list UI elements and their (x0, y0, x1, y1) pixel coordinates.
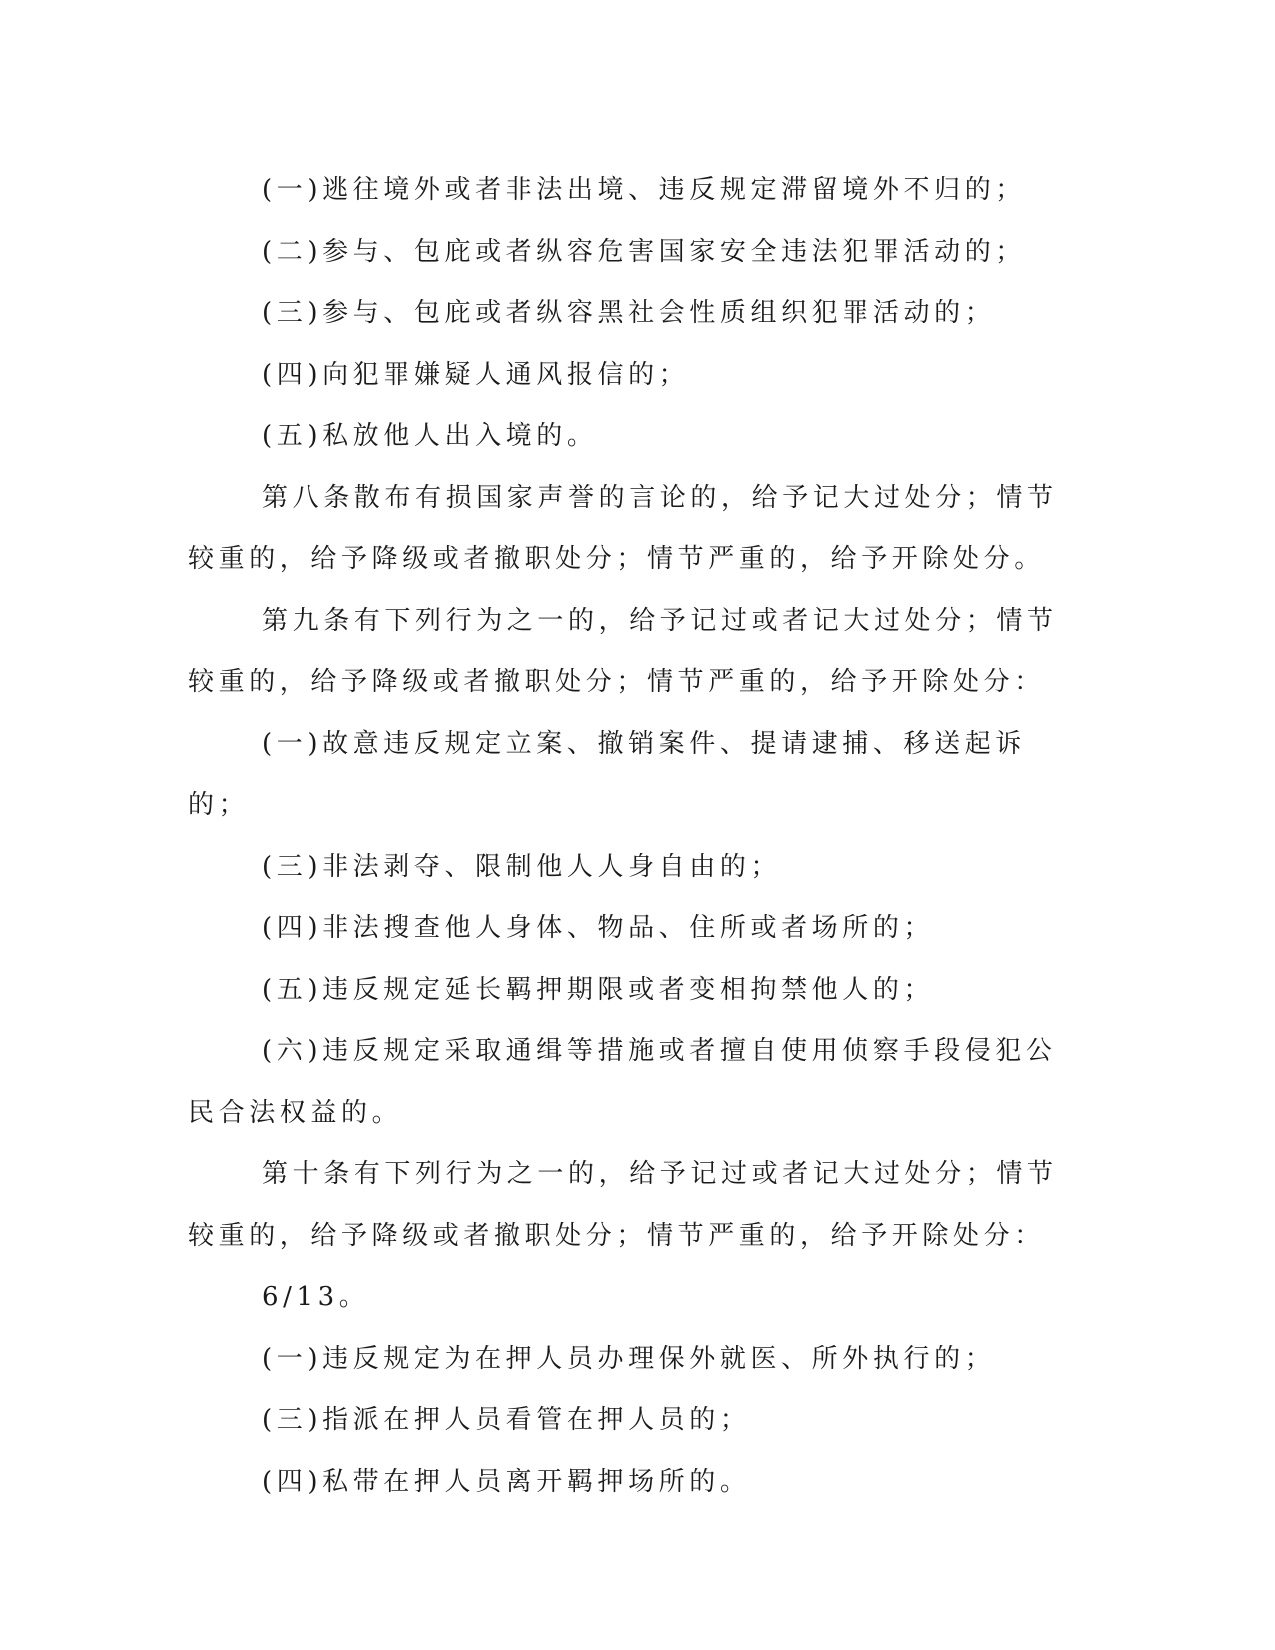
paragraph-2: (二)参与、包庇或者纵容危害国家安全违法犯罪活动的； (262, 236, 1026, 267)
article-10: 第十条有下列行为之一的，给予记过或者记大过处分；情节较重的，给予降级或者撤职处分；情节严重的，给予开除处分： (188, 1159, 1058, 1251)
paragraph-4: (四)向犯罪嫌疑人通风报信的； (262, 359, 690, 390)
article-9-item-3: (三)非法剥夺、限制他人人身自由的； (262, 851, 782, 882)
article-10-item-1: (一)违反规定为在押人员办理保外就医、所外执行的； (262, 1343, 996, 1374)
paragraph-1: (一)逃往境外或者非法出境、违反规定滞留境外不归的； (262, 175, 1026, 205)
article-9-item-6: (六)违反规定采取通缉等措施或者擅自使用侦察手段侵犯公民合法权益的。 (188, 1036, 1057, 1128)
paragraph-5: (五)私放他人出入境的。 (262, 421, 598, 451)
article-9-item-4: (四)非法搜查他人身体、物品、住所或者场所的； (262, 913, 935, 943)
article-8: 第八条散布有损国家声誉的言论的，给予记大过处分；情节较重的，给予降级或者撤职处分；情节严重的，给予开除处分。 (188, 482, 1058, 574)
article-9-item-1: (一)故意违反规定立案、撤销案件、提请逮捕、移送起诉的； (188, 728, 1026, 820)
paragraph-3: (三)参与、包庇或者纵容黑社会性质组织犯罪活动的； (262, 298, 996, 328)
article-9-item-5: (五)违反规定延长羁押期限或者变相拘禁他人的； (262, 974, 935, 1005)
article-10-item-4: (四)私带在押人员离开羁押场所的。 (262, 1466, 751, 1497)
article-10-item-3: (三)指派在押人员看管在押人员的； (262, 1405, 751, 1435)
page-number-text: 6/13。 (262, 1282, 370, 1312)
article-9: 第九条有下列行为之一的，给予记过或者记大过处分；情节较重的，给予降级或者撤职处分；情节严重的，给予开除处分： (188, 605, 1058, 697)
document-body (188, 160, 1070, 1513)
